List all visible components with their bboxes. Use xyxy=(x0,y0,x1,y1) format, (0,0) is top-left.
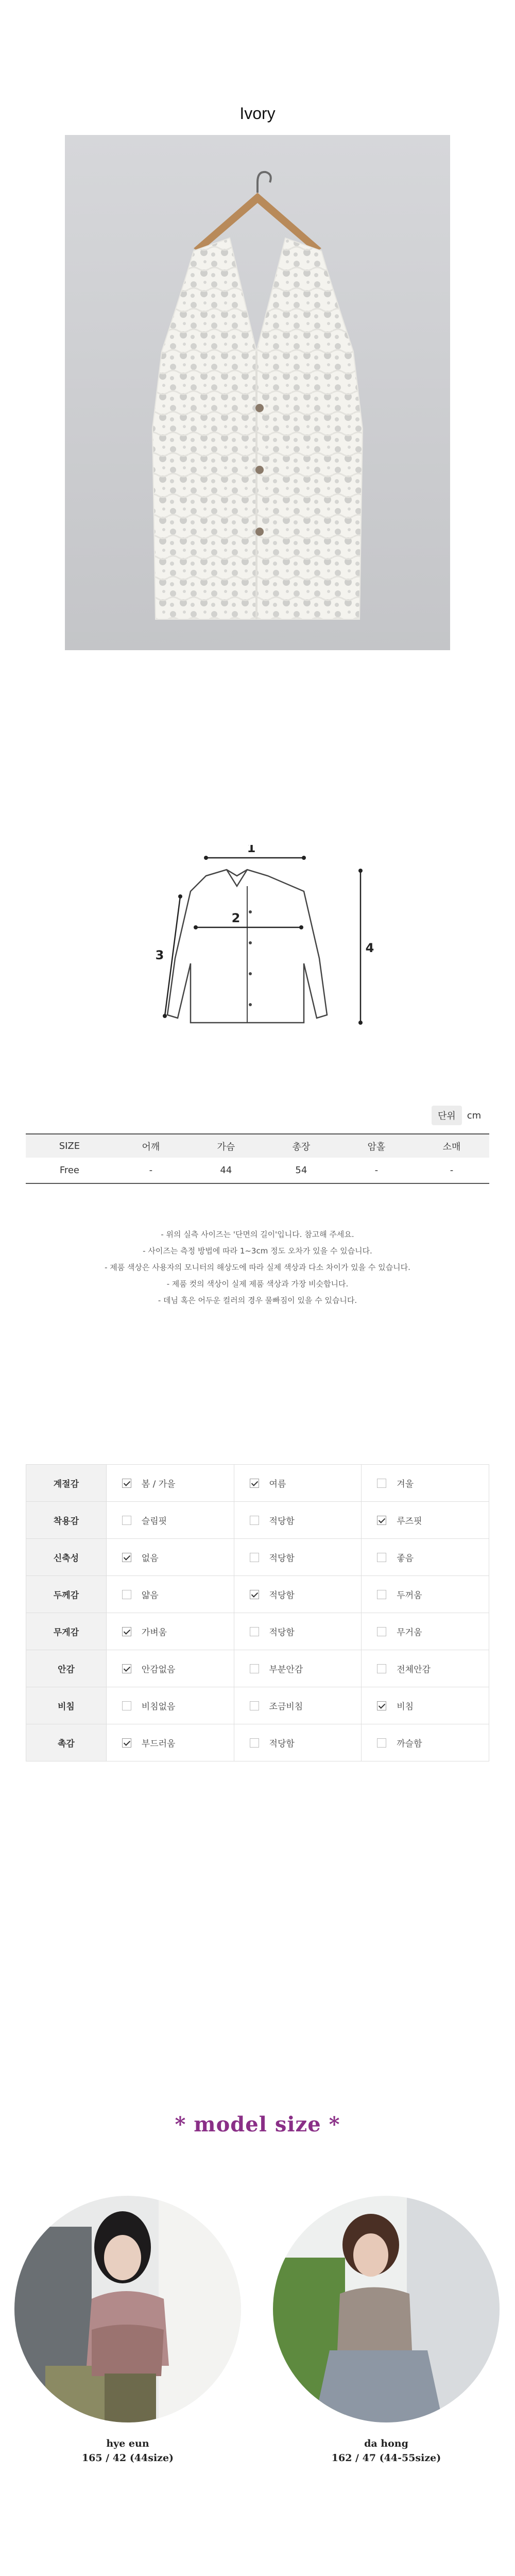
diagram-label-3: 3 xyxy=(155,948,164,962)
note-line: - 제품 컷의 색상이 실제 제품 색상과 가장 비슷합니다. xyxy=(166,1279,349,1289)
option-label: 두꺼움 xyxy=(397,1590,422,1601)
attribute-option xyxy=(362,1539,489,1576)
attribute-label: 계절감 xyxy=(26,1465,107,1502)
option-label: 무거움 xyxy=(397,1628,422,1638)
measurement-diagram xyxy=(149,845,376,1046)
diagram-label-4: 4 xyxy=(365,941,374,955)
model-card xyxy=(273,2196,500,2464)
diagram-label-1: 1 xyxy=(247,845,256,855)
attribute-option xyxy=(234,1613,362,1650)
attribute-option xyxy=(234,1576,362,1613)
attribute-option xyxy=(106,1724,234,1761)
unchecked-checkbox-icon xyxy=(377,1664,386,1673)
option-label: 가벼움 xyxy=(141,1628,167,1638)
option-label: 없음 xyxy=(141,1553,159,1564)
model-size-title: * model size * xyxy=(175,2112,340,2137)
attribute-option xyxy=(234,1724,362,1761)
attribute-option xyxy=(106,1650,234,1687)
attribute-label: 무게감 xyxy=(26,1613,107,1650)
size-header-cell: 가슴 xyxy=(188,1134,264,1158)
checked-checkbox-icon xyxy=(377,1516,386,1525)
note-line: - 위의 실측 사이즈는 '단면의 길이'입니다. 참고해 주세요. xyxy=(161,1230,354,1239)
unit-text: cm xyxy=(467,1110,482,1121)
option-label: 적당함 xyxy=(269,1516,295,1527)
unchecked-checkbox-icon xyxy=(122,1701,131,1710)
option-label: 비침 xyxy=(397,1702,414,1712)
note-line: - 데님 혹은 어두운 컬러의 경우 물빠짐이 있을 수 있습니다. xyxy=(158,1296,357,1305)
option-label: 부분안감 xyxy=(269,1665,303,1675)
model-size: 165 / 42 (44size) xyxy=(81,2452,174,2464)
model-name: hye eun xyxy=(106,2438,149,2449)
option-label: 얇음 xyxy=(141,1590,159,1601)
vest-illustration xyxy=(65,135,450,650)
diagram-label-2: 2 xyxy=(231,911,241,925)
unit-badge: 단위 xyxy=(432,1106,462,1125)
option-label: 전체안감 xyxy=(397,1665,431,1675)
option-label: 적당함 xyxy=(269,1739,295,1749)
size-table xyxy=(26,1133,489,1184)
model-card xyxy=(14,2196,241,2464)
checked-checkbox-icon xyxy=(377,1701,386,1710)
checked-checkbox-icon xyxy=(122,1479,131,1488)
attribute-label: 촉감 xyxy=(26,1724,107,1761)
table-row xyxy=(26,1539,489,1576)
note-line: - 사이즈는 측정 방법에 따라 1~3cm 정도 오차가 있을 수 있습니다. xyxy=(143,1246,372,1256)
model-photo xyxy=(14,2196,241,2422)
attribute-option xyxy=(106,1613,234,1650)
size-cell: - xyxy=(414,1158,489,1183)
attribute-label: 안감 xyxy=(26,1650,107,1687)
model-size: 162 / 47 (44-55size) xyxy=(331,2452,441,2464)
table-row xyxy=(26,1465,489,1502)
table-row xyxy=(26,1724,489,1761)
fabric-attribute-table xyxy=(26,1464,489,1761)
table-row xyxy=(26,1613,489,1650)
shirt-outline-diagram xyxy=(149,845,376,1046)
attribute-option xyxy=(106,1502,234,1539)
size-table-header xyxy=(26,1134,489,1158)
option-label: 비침없음 xyxy=(141,1702,176,1712)
option-label: 적당함 xyxy=(269,1553,295,1564)
attribute-option xyxy=(234,1502,362,1539)
unchecked-checkbox-icon xyxy=(122,1516,131,1525)
table-row xyxy=(26,1650,489,1687)
checked-checkbox-icon xyxy=(122,1553,131,1562)
attribute-option xyxy=(362,1613,489,1650)
table-row xyxy=(26,1576,489,1613)
attribute-option xyxy=(234,1539,362,1576)
model-photo xyxy=(273,2196,500,2422)
checked-checkbox-icon xyxy=(250,1479,259,1488)
option-label: 좋음 xyxy=(397,1553,414,1564)
size-header-cell: 어깨 xyxy=(113,1134,188,1158)
unchecked-checkbox-icon xyxy=(250,1627,259,1636)
unit-indicator xyxy=(432,1106,481,1125)
attribute-option xyxy=(106,1576,234,1613)
attribute-option xyxy=(362,1650,489,1687)
option-label: 까슬함 xyxy=(397,1739,422,1749)
unchecked-checkbox-icon xyxy=(377,1738,386,1748)
option-label: 조금비침 xyxy=(269,1702,303,1712)
size-cell: 54 xyxy=(264,1158,339,1183)
unchecked-checkbox-icon xyxy=(377,1627,386,1636)
note-line: - 제품 색상은 사용자의 모니터의 해상도에 따라 실제 색상과 다소 차이가 있을 수 있습니다. xyxy=(105,1263,410,1272)
size-cell: - xyxy=(113,1158,188,1183)
checked-checkbox-icon xyxy=(122,1738,131,1748)
color-name: Ivory xyxy=(239,104,276,123)
attribute-option xyxy=(234,1650,362,1687)
table-row xyxy=(26,1158,489,1183)
unchecked-checkbox-icon xyxy=(377,1553,386,1562)
option-label: 부드러움 xyxy=(141,1739,176,1749)
option-label: 루즈핏 xyxy=(397,1516,422,1527)
attribute-label: 비침 xyxy=(26,1687,107,1724)
size-header-cell: 총장 xyxy=(264,1134,339,1158)
attribute-label: 두께감 xyxy=(26,1576,107,1613)
attribute-label: 착용감 xyxy=(26,1502,107,1539)
option-label: 슬림핏 xyxy=(141,1516,167,1527)
attribute-option xyxy=(234,1465,362,1502)
attribute-option xyxy=(234,1687,362,1724)
size-notes xyxy=(0,1226,515,1309)
unchecked-checkbox-icon xyxy=(122,1590,131,1599)
unchecked-checkbox-icon xyxy=(377,1479,386,1488)
table-row xyxy=(26,1687,489,1724)
size-header-cell: 암홀 xyxy=(339,1134,414,1158)
checked-checkbox-icon xyxy=(250,1590,259,1599)
attribute-label: 신축성 xyxy=(26,1539,107,1576)
attribute-option xyxy=(106,1539,234,1576)
attribute-option xyxy=(362,1687,489,1724)
table-row xyxy=(26,1502,489,1539)
size-cell: - xyxy=(339,1158,414,1183)
unchecked-checkbox-icon xyxy=(250,1701,259,1710)
product-photo xyxy=(65,135,450,650)
option-label: 적당함 xyxy=(269,1628,295,1638)
unchecked-checkbox-icon xyxy=(377,1590,386,1599)
option-label: 안감없음 xyxy=(141,1665,176,1675)
checked-checkbox-icon xyxy=(122,1627,131,1636)
attribute-option xyxy=(362,1502,489,1539)
checked-checkbox-icon xyxy=(122,1664,131,1673)
unchecked-checkbox-icon xyxy=(250,1553,259,1562)
size-header-cell: 소매 xyxy=(414,1134,489,1158)
attribute-option xyxy=(362,1576,489,1613)
unchecked-checkbox-icon xyxy=(250,1664,259,1673)
option-label: 여름 xyxy=(269,1479,286,1489)
size-header-cell: SIZE xyxy=(26,1134,113,1158)
size-cell: 44 xyxy=(188,1158,264,1183)
option-label: 겨울 xyxy=(397,1479,414,1489)
attribute-option xyxy=(106,1465,234,1502)
option-label: 봄 / 가을 xyxy=(141,1479,176,1489)
attribute-option xyxy=(362,1724,489,1761)
size-cell: Free xyxy=(26,1158,113,1183)
attribute-option xyxy=(362,1465,489,1502)
attribute-option xyxy=(106,1687,234,1724)
unchecked-checkbox-icon xyxy=(250,1516,259,1525)
model-name: da hong xyxy=(364,2438,408,2449)
unchecked-checkbox-icon xyxy=(250,1738,259,1748)
option-label: 적당함 xyxy=(269,1590,295,1601)
